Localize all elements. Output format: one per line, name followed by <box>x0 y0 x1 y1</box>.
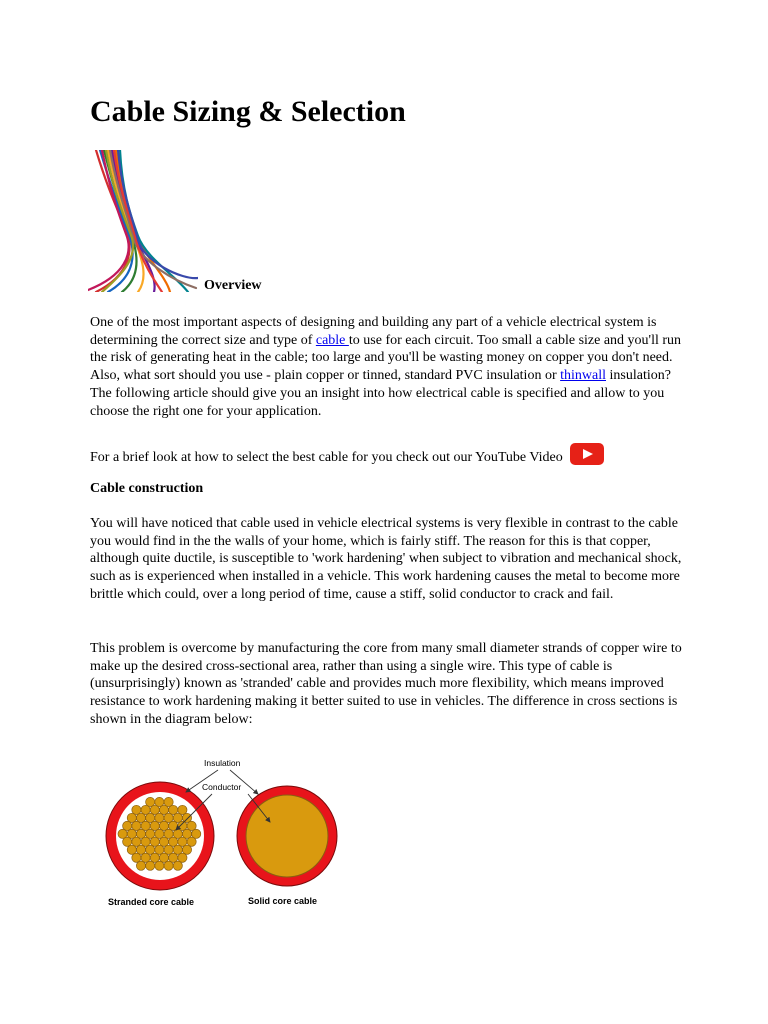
intro-text-3: insulation? The following article should give you an insight into how electrical cable is specified and allow to you choose the right one for your application. <box>90 368 671 419</box>
youtube-paragraph <box>90 443 690 467</box>
cable-construction-heading: Cable construction <box>90 481 204 496</box>
cable-bundle-icon <box>88 150 198 292</box>
cable-link[interactable]: cable <box>315 332 349 348</box>
intro-paragraph <box>90 314 690 420</box>
conductor-label: Conductor <box>202 782 242 792</box>
copper-strand <box>136 861 145 870</box>
intro-text-2: to use for each circuit. Too small a cable size and you'll run the risk of generating heat in the cable; too large and you'll be wasting money on copper you don't need. Also, what sort should you use - plain copper or tinned, standard PVC insulation or <box>90 332 682 384</box>
insulation-label: Insulation <box>204 758 241 768</box>
youtube-text: For a brief look at how to select the best cable for you check out our YouTube Video <box>90 450 567 465</box>
stranded-core-caption: Stranded core cable <box>108 897 195 907</box>
copper-strand <box>155 861 164 870</box>
thinwall-link[interactable]: thinwall <box>560 368 606 384</box>
overview-heading: Overview <box>204 278 262 293</box>
solid-core-caption: Solid core cable <box>248 896 318 906</box>
copper-strand <box>173 861 182 870</box>
work-hardening-paragraph: You will have noticed that cable used in vehicle electrical systems is very flexible in contrast to the cable you would find in the the walls of your home, which is fairly stiff. The reason for this is that copper, although quite ductile, is susceptible to 'work hardening' when subject to vibration and mechanical shock, such as is experienced when installed in a vehicle. This work hardening causes the metal to become more brittle which could, over a long period of time, cause a stiff, solid conductor to crack and fail. <box>90 516 682 602</box>
cable-cross-section-diagram <box>100 752 340 912</box>
page-title: Cable Sizing & Selection <box>90 95 406 128</box>
youtube-play-icon[interactable] <box>570 443 604 465</box>
copper-strand <box>164 861 173 870</box>
intro-text-1: One of the most important aspects of designing and building any part of a vehicle electrical system is determining the correct size and type of <box>90 315 657 348</box>
stranded-cable-paragraph: This problem is overcome by manufacturing the core from many small diameter strands of copper wire to make up the desired cross-sectional area, rather than using a single wire. This type of cable is (unsurprisingly) known as 'stranded' cable and provides much more flexibility, which means improved resistance to work hardening making it better suited to use in vehicles. The difference in cross sections is shown in the diagram below: <box>90 641 682 727</box>
copper-strand <box>146 861 155 870</box>
